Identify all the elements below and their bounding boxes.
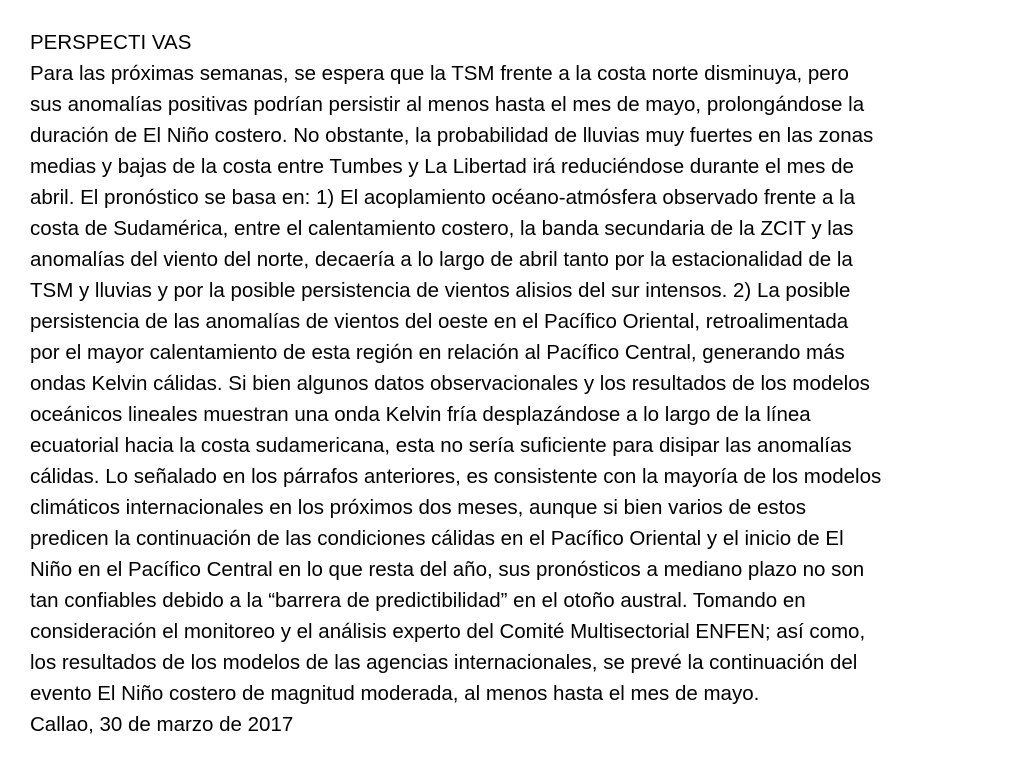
document-slide (30, 27, 1000, 740)
paragraph-line: consideración el monitoreo y el análisis experto del Comité Multisectorial ENFEN; así como, (30, 620, 866, 643)
paragraph-line: climáticos internacionales en los próximos dos meses, aunque si bien varios de estos (30, 496, 806, 519)
paragraph-line: predicen la continuación de las condiciones cálidas en el Pacífico Oriental y el inicio de El (30, 527, 844, 550)
paragraph-line: cálidas. Lo señalado en los párrafos anteriores, es consistente con la mayoría de los modelos (30, 465, 882, 488)
paragraph-line: evento El Niño costero de magnitud moderada, al menos hasta el mes de mayo. (30, 682, 760, 705)
paragraph-line: ondas Kelvin cálidas. Si bien algunos datos observacionales y los resultados de los modelos (30, 372, 870, 395)
paragraph-line: los resultados de los modelos de las agencias internacionales, se prevé la continuación del (30, 651, 858, 674)
paragraph-line: persistencia de las anomalías de vientos del oeste en el Pacífico Oriental, retroalimentada (30, 310, 849, 333)
paragraph-line: Niño en el Pacífico Central en lo que resta del año, sus pronósticos a mediano plazo no son (30, 558, 865, 581)
paragraph-line: por el mayor calentamiento de esta región en relación al Pacífico Central, generando más (30, 341, 845, 364)
paragraph-line: costa de Sudamérica, entre el calentamiento costero, la banda secundaria de la ZCIT y las (30, 217, 854, 240)
paragraph-line: duración de El Niño costero. No obstante, la probabilidad de lluvias muy fuertes en las zonas (30, 124, 874, 147)
section-title: PERSPECTI VAS (30, 31, 192, 54)
paragraph-line: sus anomalías positivas podrían persistir al menos hasta el mes de mayo, prolongándose la (30, 93, 865, 116)
paragraph-line: medias y bajas de la costa entre Tumbes y La Libertad irá reduciéndose durante el mes de (30, 155, 854, 178)
forecast-paragraph (30, 58, 1000, 709)
paragraph-line: Para las próximas semanas, se espera que la TSM frente a la costa norte disminuya, pero (30, 62, 849, 85)
paragraph-line: abril. El pronóstico se basa en: 1) El acoplamiento océano-atmósfera observado frente a la (30, 186, 856, 209)
paragraph-line: oceánicos lineales muestran una onda Kelvin fría desplazándose a lo largo de la línea (30, 403, 811, 426)
paragraph-line: tan confiables debido a la “barrera de predictibilidad” en el otoño austral. Tomando en (30, 589, 806, 612)
paragraph-line: anomalías del viento del norte, decaería a lo largo de abril tanto por la estacionalidad de la (30, 248, 853, 271)
place-date-signature: Callao, 30 de marzo de 2017 (30, 713, 294, 736)
paragraph-line: ecuatorial hacia la costa sudamericana, esta no sería suficiente para disipar las anomalías (30, 434, 852, 457)
paragraph-line: TSM y lluvias y por la posible persistencia de vientos alisios del sur intensos. 2) La posible (30, 279, 851, 302)
